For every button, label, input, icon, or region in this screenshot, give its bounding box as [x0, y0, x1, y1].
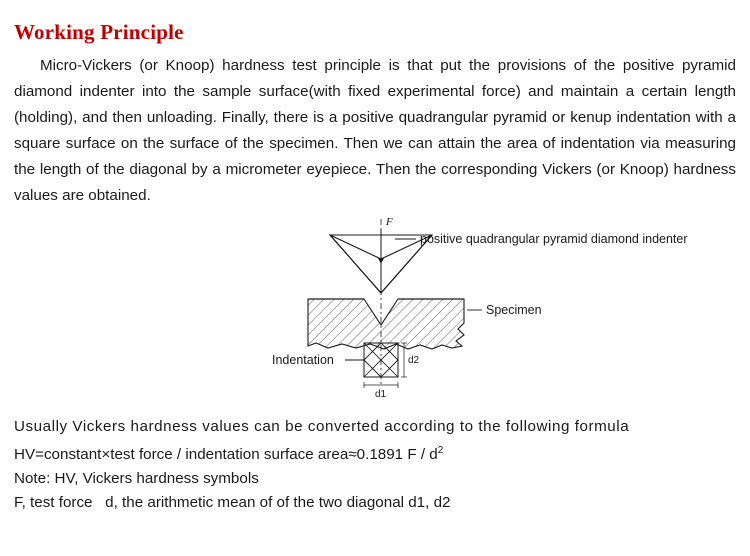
- figure-specimen-label: Specimen: [486, 303, 542, 317]
- figure-force-label: F: [386, 216, 393, 228]
- formula-block: [14, 415, 738, 515]
- figure-indenter-label: positive quadrangular pyramid diamond indenter: [420, 232, 688, 246]
- figure-d2-label: d2: [408, 355, 420, 366]
- page-title: Working Principle: [14, 20, 184, 44]
- figure-d1-label: d1: [375, 389, 387, 400]
- formula-symbols-line: F, test force d, the arithmetic mean of of the two diagonal d1, d2: [14, 494, 451, 512]
- formula-note-line: Note: HV, Vickers hardness symbols: [14, 470, 259, 488]
- figure-indentation-label: Indentation: [272, 353, 334, 367]
- formula-equation-line: [14, 439, 738, 467]
- formula-equation-text: HV=constant×test force / indentation surface area≈0.1891 F / d: [14, 446, 438, 464]
- formula-intro-line: Usually Vickers hardness values can be converted according to the following formula: [14, 418, 630, 435]
- principle-figure: [12, 215, 738, 407]
- document-page: [0, 20, 750, 556]
- formula-exponent: 2: [437, 445, 444, 456]
- intro-paragraph: Micro-Vickers (or Knoop) hardness test principle is that put the provisions of the positive pyramid diamond indenter into the sample surface(with fixed experimental force) and maintain a certain length (holding), and then unloading. Finally, there is a positive quadrangular pyramid or kenup indentation with a square surface on the surface of the specimen. Then we can attain the area of indentation via measuring the length of the diagonal by a micrometer eyepiece. Then the corresponding Vickers (or Knoop) hardness values are obtained.: [14, 57, 736, 204]
